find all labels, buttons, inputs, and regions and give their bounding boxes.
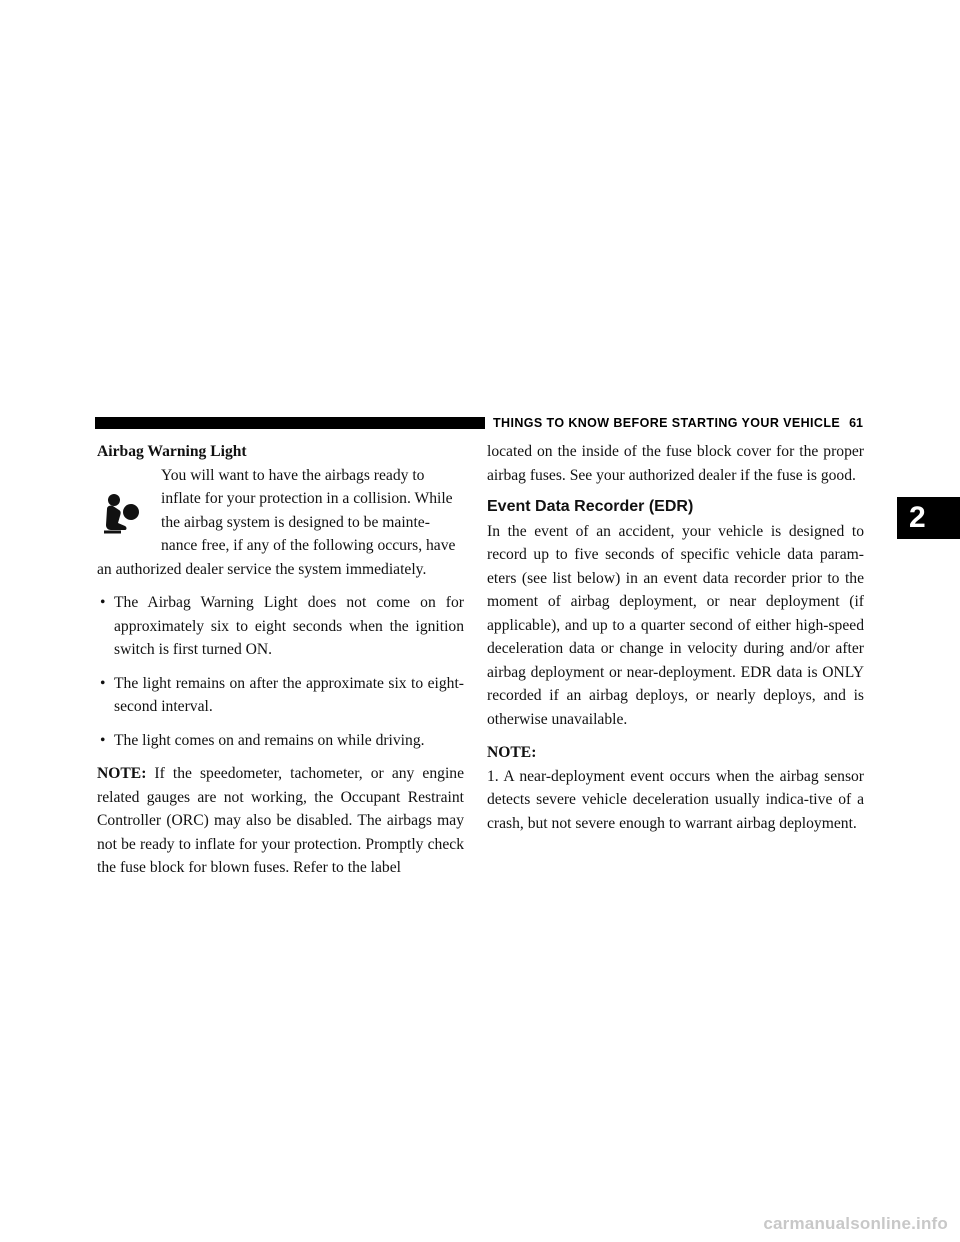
header-title: THINGS TO KNOW BEFORE STARTING YOUR VEHICLE [493, 416, 841, 430]
intro-line-4: nance free, if any of the following occurs, have [161, 537, 456, 554]
continued-text: located on the inside of the fuse block cover for the proper airbag fuses. See your authorized dealer if the fuse is good. [487, 443, 864, 484]
list-item [97, 729, 464, 753]
airbag-intro [97, 464, 464, 558]
intro-line-2: inflate for your protection in a collision. While [161, 490, 453, 507]
list-item [97, 672, 464, 719]
chapter-tab: 2 [897, 497, 960, 539]
watermark: carmanualsonline.info [763, 1214, 948, 1233]
airbag-warning-icon [101, 492, 143, 536]
running-header [485, 416, 863, 430]
airbag-warning-heading: Airbag Warning Light [97, 443, 247, 460]
edr-note-item: 1. A near-deployment event occurs when the airbag sensor detects severe vehicle deceleration usually indica-tive of a crash, but not severe enough to warrant airbag deployment. [487, 767, 864, 832]
bullet-icon: • [100, 594, 106, 611]
note-paragraph [97, 762, 464, 880]
page-number: 61 [849, 416, 863, 430]
warning-conditions-list [97, 591, 464, 752]
note-text: If the speedometer, tachometer, or any engine related gauges are not working, the Occupant Restraint Controller (ORC) may also be disabled. The airbags may not be ready to inflate for your protection. Promptly check the fuse block for blown fuses. Refer to the label [97, 765, 464, 876]
edr-note-label: NOTE: [487, 744, 537, 761]
right-column [487, 440, 864, 835]
note-label: NOTE: [97, 765, 147, 782]
left-column [97, 440, 464, 880]
edr-paragraph: In the event of an accident, your vehicle is designed to record up to five seconds of specific vehicle data param-eters (see list below) in an event data recorder prior to the moment of airbag deployment, or near deployment (if applicable), and up to a quarter second of either high-speed deceleration data or change in velocity during and/or after airbag deployment or near-deployment. EDR data is ONLY recorded if an airbag deploys, or nearly deploys, and is otherwise unavailable. [487, 522, 864, 728]
intro-line-1: You will want to have the airbags ready to [161, 466, 425, 484]
bullet-icon: • [100, 674, 106, 692]
list-item [97, 591, 464, 662]
edr-heading: Event Data Recorder (EDR) [487, 498, 694, 515]
intro-continued: an authorized dealer service the system immediately. [97, 560, 427, 578]
bullet-text: The light comes on and remains on while driving. [114, 731, 425, 749]
intro-line-3: the airbag system is designed to be mainte- [161, 513, 430, 531]
bullet-text: The light remains on after the approximate six to eight-second interval. [114, 674, 464, 715]
bullet-text: The Airbag Warning Light does not come on for approximately six to eight seconds when the ignition switch is first turned ON. [114, 594, 464, 658]
bullet-icon: • [100, 731, 106, 749]
